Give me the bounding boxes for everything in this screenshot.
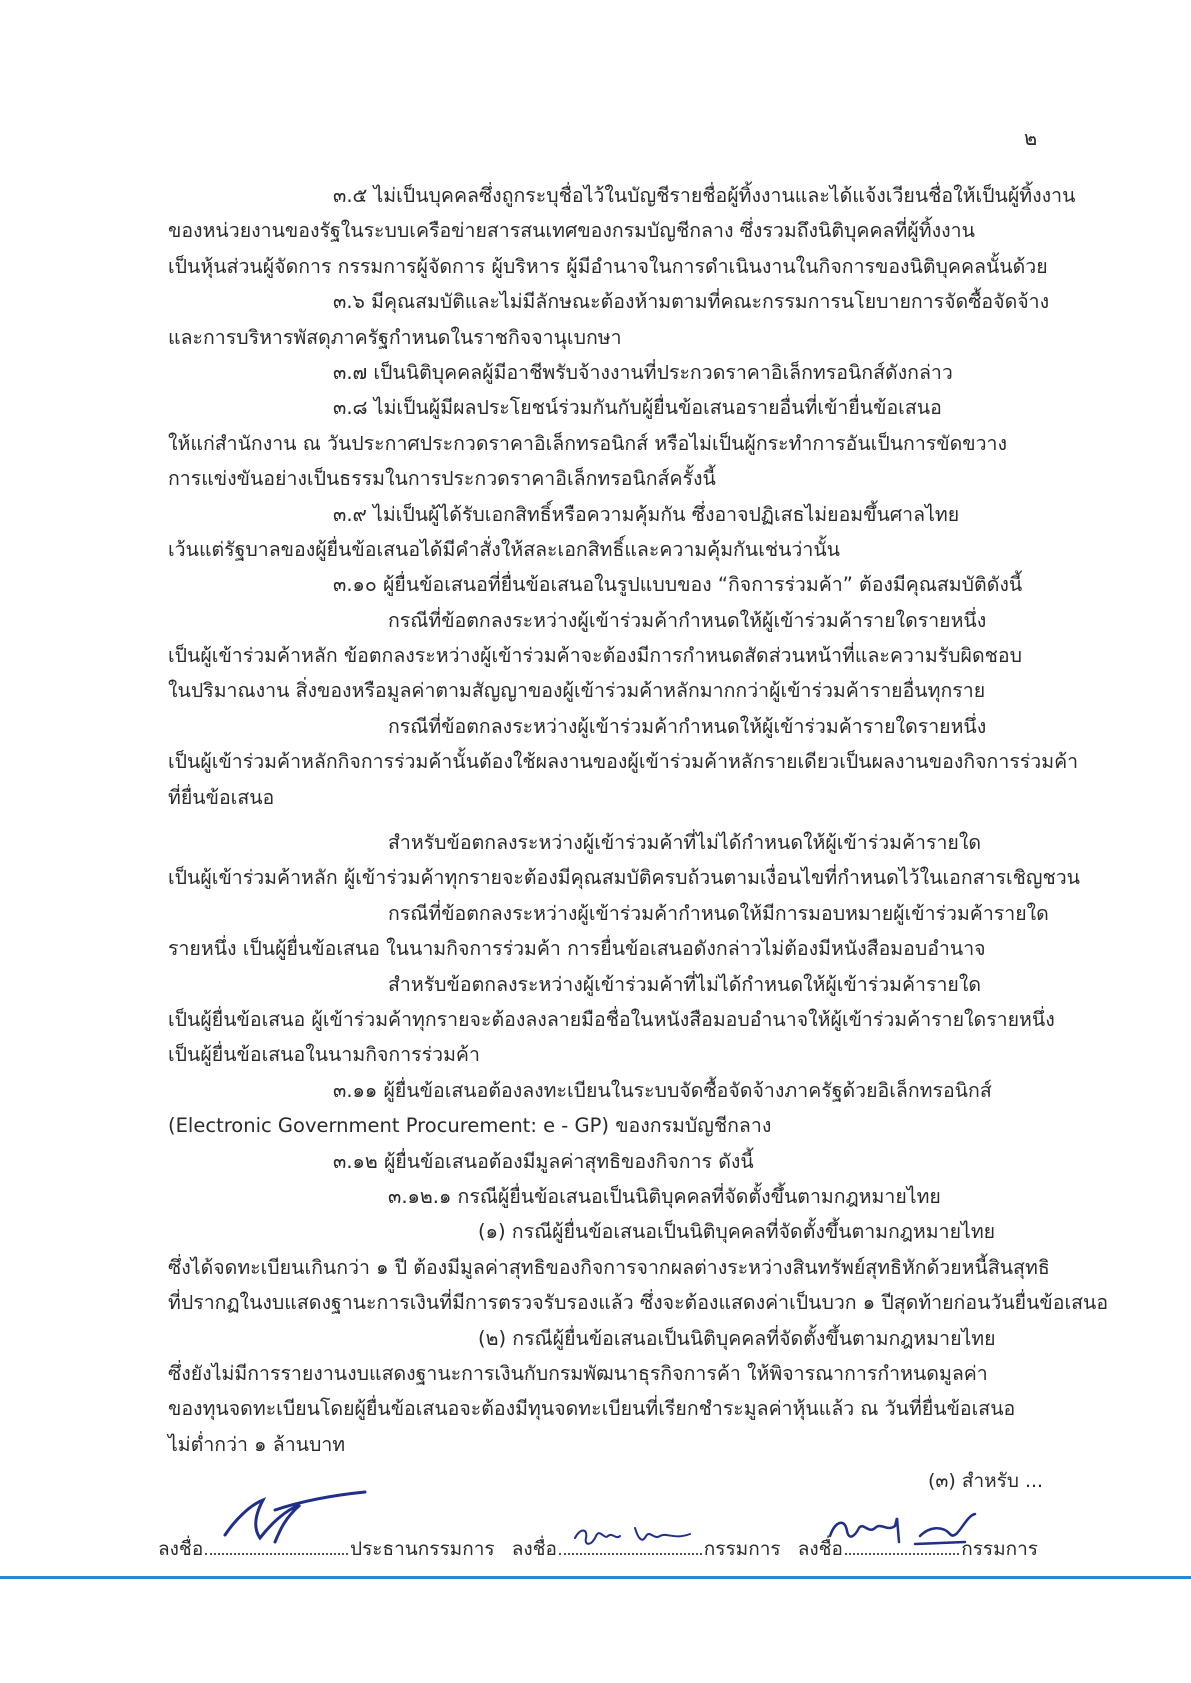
role-member-2: กรรมการ [961, 1538, 1039, 1560]
text-line: ๓.๑๑ ผู้ยื่นข้อเสนอต้องลงทะเบียนในระบบจัดซื้อจัดจ้างภาครัฐด้วยอิเล็กทรอนิกส์ [333, 1078, 992, 1102]
text-line: ให้แก่สำนักงาน ณ วันประกาศประกวดราคาอิเล็กทรอนิกส์ หรือไม่เป็นผู้กระทำการอันเป็นการขัดขวาง [168, 431, 1008, 455]
signature-member-1-graphic [570, 1518, 700, 1558]
text-line: เป็นผู้เข้าร่วมค้าหลักกิจการร่วมค้านั้นต้องใช้ผลงานของผู้เข้าร่วมค้าหลักรายเดียวเป็นผลงานของกิจการร่วมค้า [168, 750, 1079, 774]
text-line: เป็นผู้เข้าร่วมค้าหลัก ผู้เข้าร่วมค้าทุกรายจะต้องมีคุณสมบัติครบถ้วนตามเงื่อนไขที่กำหนดไว้ในเอกสารเชิญชวน [168, 866, 1080, 890]
text-line: ซึ่งยังไม่มีการรายงานงบแสดงฐานะการเงินกับกรมพัฒนาธุรกิจการค้า ให้พิจารณาการกำหนดมูลค่า [168, 1361, 988, 1385]
text-line: ในปริมาณงาน สิ่งของหรือมูลค่าตามสัญญาของผู้เข้าร่วมค้าหลักมากกว่าผู้เข้าร่วมค้ารายอื่นทุกราย [168, 679, 986, 703]
text-line: (๑) กรณีผู้ยื่นข้อเสนอเป็นนิติบุคคลที่จัดตั้งขึ้นตามกฎหมายไทย [478, 1220, 996, 1244]
footer-rule [0, 1576, 1191, 1579]
text-line: ๓.๑๒.๑ กรณีผู้ยื่นข้อเสนอเป็นนิติบุคคลที่จัดตั้งขึ้นตามกฎหมายไทย [388, 1184, 941, 1208]
text-line: ๓.๗ เป็นนิติบุคคลผู้มีอาชีพรับจ้างงานที่ประกวดราคาอิเล็กทรอนิกส์ดังกล่าว [333, 360, 953, 384]
text-line: ไม่ต่ำกว่า ๑ ล้านบาท [168, 1432, 346, 1456]
sign-label-1: ลงชื่อ [158, 1538, 204, 1560]
text-line: กรณีที่ข้อตกลงระหว่างผู้เข้าร่วมค้ากำหนดให้ผู้เข้าร่วมค้ารายใดรายหนึ่ง [388, 608, 987, 632]
text-line: ๓.๙ ไม่เป็นผู้ได้รับเอกสิทธิ์หรือความคุ้มกัน ซึ่งอาจปฏิเสธไม่ยอมขึ้นศาลไทย [333, 502, 960, 526]
text-line: ซึ่งได้จดทะเบียนเกินกว่า ๑ ปี ต้องมีมูลค่าสุทธิของกิจการจากผลต่างระหว่างสินทรัพย์สุทธิหักด้วยหนี้สินสุทธิ [168, 1255, 1050, 1279]
text-line: (๒) กรณีผู้ยื่นข้อเสนอเป็นนิติบุคคลที่จัดตั้งขึ้นตามกฎหมายไทย [478, 1326, 996, 1350]
text-line: ของทุนจดทะเบียนโดยผู้ยื่นข้อเสนอจะต้องมีทุนจดทะเบียนที่เรียกชำระมูลค่าหุ้นแล้ว ณ วันที่ยื่นข้อเสนอ [168, 1397, 1016, 1421]
continuation-note: (๓) สำหรับ ... [928, 1470, 1044, 1492]
text-line: และการบริหารพัสดุภาครัฐกำหนดในราชกิจจานุเบกษา [168, 325, 622, 349]
document-body [168, 178, 1109, 1462]
text-line: เป็นผู้ยื่นข้อเสนอ ผู้เข้าร่วมค้าทุกรายจะต้องลงลายมือชื่อในหนังสือมอบอำนาจให้ผู้เข้าร่วมค้ารายใดรายหนึ่ง [168, 1007, 1055, 1031]
sign-label-2: ลงชื่อ [511, 1538, 557, 1560]
text-line: ที่ยื่นข้อเสนอ [168, 785, 275, 809]
text-line: ๓.๖ มีคุณสมบัติและไม่มีลักษณะต้องห้ามตามที่คณะกรรมการนโยบายการจัดซื้อจัดจ้าง [333, 290, 1050, 314]
signature-chair-graphic [215, 1480, 375, 1550]
text-line: กรณีที่ข้อตกลงระหว่างผู้เข้าร่วมค้ากำหนดให้ผู้เข้าร่วมค้ารายใดรายหนึ่ง [388, 714, 987, 738]
text-line: เป็นหุ้นส่วนผู้จัดการ กรรมการผู้จัดการ ผู้บริหาร ผู้มีอำนาจในการดำเนินงานในกิจการของนิติบุคคลนั้นด้วย [168, 254, 1048, 278]
role-chair: ประธานกรรมการ [350, 1538, 495, 1560]
text-line: เว้นแต่รัฐบาลของผู้ยื่นข้อเสนอได้มีคำสั่งให้สละเอกสิทธิ์และความคุ้มกันเช่นว่านั้น [168, 537, 840, 561]
role-member-1: กรรมการ [703, 1538, 781, 1560]
text-line: ที่ปรากฏในงบแสดงฐานะการเงินที่มีการตรวจรับรองแล้ว ซึ่งจะต้องแสดงค่าเป็นบวก ๑ ปีสุดท้ายก่อนวันยื่นข้อเสนอ [168, 1291, 1109, 1315]
text-line: การแข่งขันอย่างเป็นธรรมในการประกวดราคาอิเล็กทรอนิกส์ครั้งนี้ [168, 467, 716, 491]
text-line: ๓.๘ ไม่เป็นผู้มีผลประโยชน์ร่วมกันกับผู้ยื่นข้อเสนอรายอื่นที่เข้ายื่นข้อเสนอ [333, 396, 942, 420]
sign-label-3: ลงชื่อ [797, 1538, 843, 1560]
text-line: ของหน่วยงานของรัฐในระบบเครือข่ายสารสนเทศของกรมบัญชีกลาง ซึ่งรวมถึงนิติบุคคลที่ผู้ทิ้งงาน [168, 219, 975, 243]
text-line: สำหรับข้อตกลงระหว่างผู้เข้าร่วมค้าที่ไม่ได้กำหนดให้ผู้เข้าร่วมค้ารายใด [388, 972, 982, 996]
text-line: (Electronic Government Procurement: e - GP) ของกรมบัญชีกลาง [168, 1114, 772, 1138]
text-line: เป็นผู้เข้าร่วมค้าหลัก ข้อตกลงระหว่างผู้เข้าร่วมค้าจะต้องมีการกำหนดสัดส่วนหน้าที่และความรับผิดชอบ [168, 644, 1022, 668]
text-line: ๓.๕ ไม่เป็นบุคคลซึ่งถูกระบุชื่อไว้ในบัญชีรายชื่อผู้ทิ้งงานและได้แจ้งเวียนชื่อให้เป็นผู้ทิ้งงาน [333, 184, 1076, 207]
text-line: รายหนึ่ง เป็นผู้ยื่นข้อเสนอ ในนามกิจการร่วมค้า การยื่นข้อเสนอดังกล่าวไม่ต้องมีหนังสือมอบอำนาจ [168, 937, 986, 961]
page-number: ๒ [1024, 126, 1038, 150]
text-line: เป็นผู้ยื่นข้อเสนอในนามกิจการร่วมค้า [168, 1043, 480, 1067]
text-line: กรณีที่ข้อตกลงระหว่างผู้เข้าร่วมค้ากำหนดให้มีการมอบหมายผู้เข้าร่วมค้ารายใด [388, 901, 1049, 925]
text-line: สำหรับข้อตกลงระหว่างผู้เข้าร่วมค้าที่ไม่ได้กำหนดให้ผู้เข้าร่วมค้ารายใด [388, 831, 982, 855]
signature-member-2-graphic [825, 1506, 985, 1556]
text-line: ๓.๑๒ ผู้ยื่นข้อเสนอต้องมีมูลค่าสุทธิของกิจการ ดังนี้ [333, 1149, 754, 1173]
text-line: ๓.๑๐ ผู้ยื่นข้อเสนอที่ยื่นข้อเสนอในรูปแบบของ “กิจการร่วมค้า” ต้องมีคุณสมบัติดังนี้ [333, 573, 1023, 597]
paragraph-gap [168, 815, 1040, 825]
